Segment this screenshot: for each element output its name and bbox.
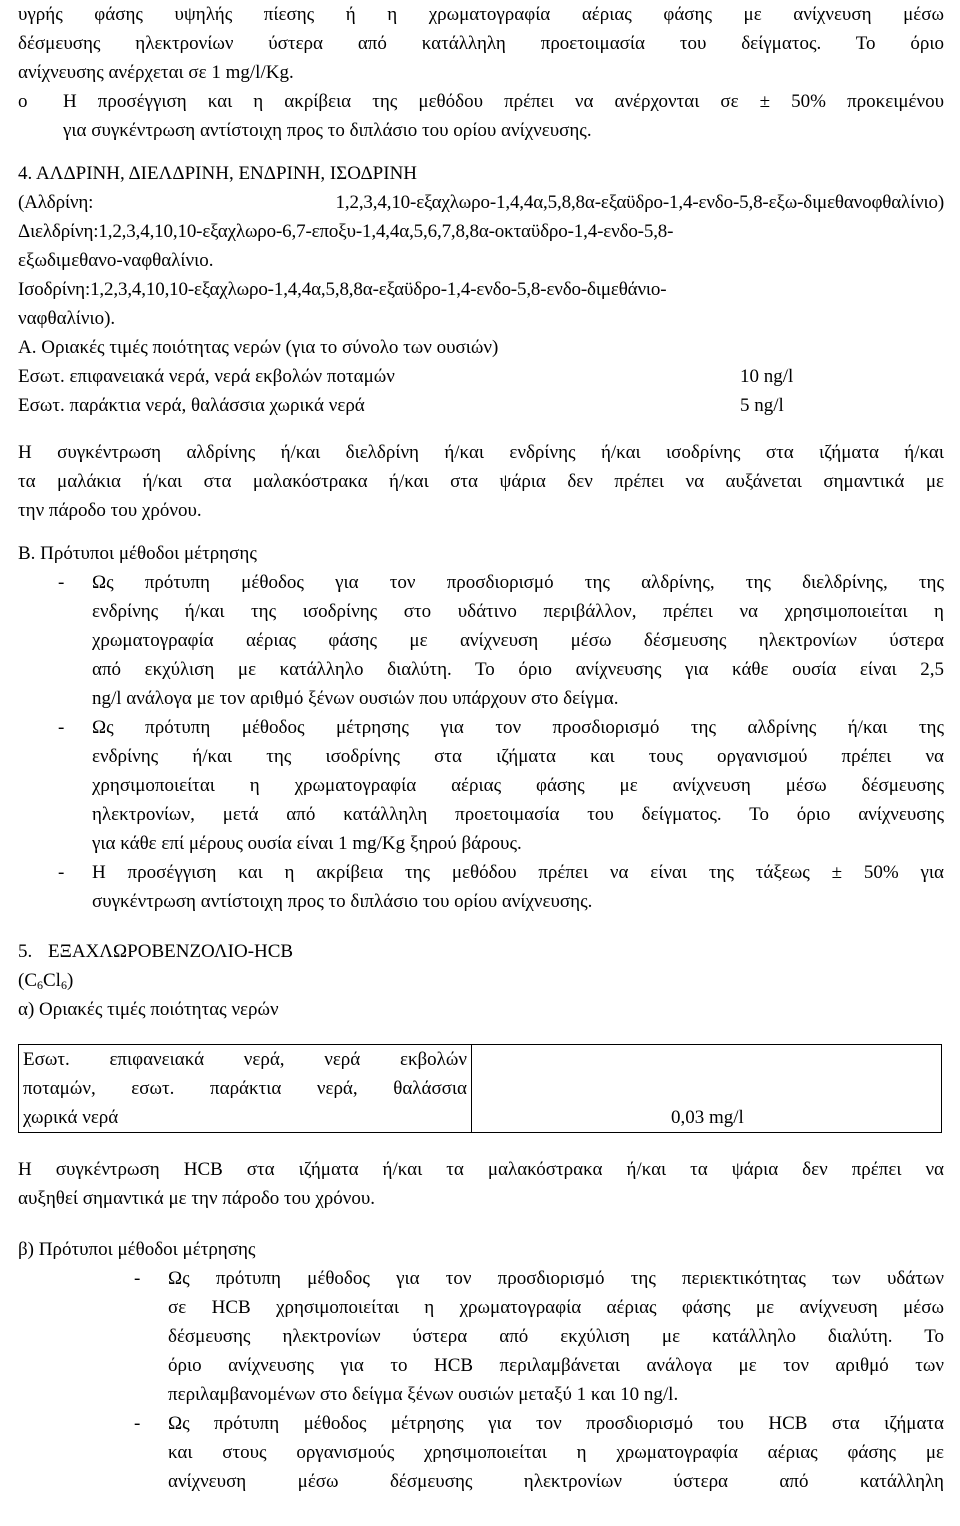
dash-marker: - — [58, 572, 65, 593]
text-line: περιλαμβανομένων στο δείγμα ξένων ουσιών μεταξύ 1 και 10 ng/l. — [168, 1384, 679, 1405]
text-line: για κάθε επί μέρους ουσία είναι 1 mg/Kg ξηρού βάρους. — [92, 833, 522, 854]
text-line: την πάροδο του χρόνου. — [18, 500, 202, 521]
text-line: υγρής φάσης υψηλής πίεσης ή η χρωματογραφία αέριας φάσης με ανίχνευση μέσω — [18, 4, 944, 25]
text-line: Η προσέγγιση και η ακρίβεια της μεθόδου πρέπει να ανέρχονται σε ± 50% προκειμένου — [63, 91, 944, 112]
section-number: 5. — [18, 941, 33, 962]
limit-label: Εσωτ. επιφανειακά νερά, νερά εκβολών ποταμών — [18, 366, 395, 387]
list-item — [18, 713, 944, 858]
text-line: ηλεκτρονίων, μετά από κατάλληλη προετοιμασία του δείγματος. Το όριο ανίχνευσης — [92, 804, 944, 825]
table-cell-label — [19, 1045, 472, 1133]
text-line: ενδρίνης ή/και της ισοδρίνης στο υδάτινο περιβάλλον, πρέπει να χρησιμοποιείται η — [92, 601, 944, 622]
chem-name-dieldrin: Διελδρίνη:1,2,3,4,10,10-εξαχλωρο-6,7-εποξυ-1,4,4α,5,6,7,8,8α-οκταϋδρο-1,4-ενδο-5,8- — [18, 221, 674, 242]
list-item — [18, 568, 944, 713]
text-line: χρωματογραφία αέριας φάσης με ανίχνευση μέσω δέσμευσης ηλεκτρονίων ύστερα — [92, 630, 944, 651]
text-line: Η συγκέντρωση HCB στα ιζήματα ή/και τα μαλακόστρακα ή/και τα ψάρια δεν πρέπει να — [18, 1159, 944, 1180]
text-line: Ως πρότυπη μέθοδος για τον προσδιορισμό της αλδρίνης, της διελδρίνης, της — [92, 572, 944, 593]
text-line: ενδρίνης ή/και της ισοδρίνης στα ιζήματα και τους οργανισμού πρέπει να — [92, 746, 944, 767]
text-line: συγκέντρωση αντίστοιχη προς το διπλάσιο του ορίου ανίχνευσης. — [92, 891, 593, 912]
text-line: ποταμών, εσωτ. παράκτια νερά, θαλάσσια — [23, 1078, 467, 1099]
chemical-formula: $(C_6Cl_6)$ — [18, 970, 74, 992]
text-line: για συγκέντρωση αντίστοιχη προς το διπλάσιο του ορίου ανίχνευσης. — [63, 120, 592, 141]
dash-marker: - — [134, 1413, 141, 1434]
text-line: ανίχνευσης ανέρχεται σε 1 mg/l/Kg. — [18, 62, 294, 83]
text-line: χωρικά νερά — [23, 1107, 119, 1128]
subsection-heading: β) Πρότυποι μέθοδοι μέτρησης — [18, 1239, 256, 1260]
text-line: Η προσέγγιση και η ακρίβεια της μεθόδου πρέπει να είναι της τάξεως ± 50% για — [92, 862, 944, 883]
text-line: Ως πρότυπη μέθοδος για τον προσδιορισμό της περιεκτικότητας των υδάτων — [168, 1268, 944, 1289]
limit-value: 5 ng/l — [740, 395, 784, 416]
dash-marker: - — [58, 862, 65, 883]
text-line: και στους οργανισμούς χρησιμοποιείται η χρωματογραφία αέριας φάσης με — [168, 1442, 944, 1463]
chem-name-dieldrin-cont: εξωδιμεθανο-ναφθαλίνιο. — [18, 250, 214, 271]
text-line: τα μαλάκια ή/και στα μαλακόστρακα ή/και στα ψάρια δεν πρέπει να αυξάνεται σημαντικά με — [18, 471, 944, 492]
subsection-heading: α) Οριακές τιμές ποιότητας νερών — [18, 999, 279, 1020]
text-line: Εσωτ. επιφανειακά νερά, νερά εκβολών — [23, 1049, 467, 1070]
text-line: όριο ανίχνευσης για το HCB περιλαμβάνεται ανάλογα με τον αριθμό των — [168, 1355, 944, 1376]
section-title: ΕΞΑΧΛΩΡΟΒΕΝΖΟΛΙΟ-HCB — [48, 941, 294, 962]
subsection-heading: Α. Οριακές τιμές ποιότητας νερών (για το σύνολο των ουσιών) — [18, 337, 499, 358]
text-line: Ως πρότυπη μέθοδος μέτρησης για τον προσδιορισμό της αλδρίνης ή/και της — [92, 717, 944, 738]
bullet-item — [18, 87, 944, 145]
section-heading: 4. ΑΛΔΡΙΝΗ, ΔΙΕΛΔΡΙΝΗ, ΕΝΔΡΙΝΗ, ΙΣΟΔΡΙΝΗ — [18, 163, 418, 184]
hcb-limit-table — [18, 1044, 942, 1133]
list-item — [18, 1264, 944, 1409]
chem-name-aldrin: (Αλδρίνη: 1,2,3,4,10-εξαχλωρο-1,4,4α,5,8,8α-εξαϋδρο-1,4-ενδο-5,8-εξω-διμεθανοφθαλίνιο) — [18, 192, 944, 213]
list-item — [18, 858, 944, 916]
text-line: σε HCB χρησιμοποιείται η χρωματογραφία αέριας φάσης με ανίχνευση μέσω — [168, 1297, 944, 1318]
text-line: δέσμευσης ηλεκτρονίων ύστερα από κατάλληλη προετοιμασία του δείγματος. Το όριο — [18, 33, 944, 54]
limit-row — [18, 391, 944, 420]
table-cell-value: 0,03 mg/l — [472, 1045, 942, 1133]
chem-name-isodrin: Ισοδρίνη:1,2,3,4,10,10-εξαχλωρο-1,4,4α,5,8,8α-εξαϋδρο-1,4-ενδο-5,8-ενδο-διμεθάνιο- — [18, 279, 667, 300]
bullet-marker: o — [18, 91, 28, 112]
chem-name-isodrin-cont: ναφθαλίνιο). — [18, 308, 116, 329]
text-line: Ως πρότυπη μέθοδος μέτρησης για τον προσδιορισμό του HCB στα ιζήματα — [168, 1413, 944, 1434]
subsection-heading: Β. Πρότυποι μέθοδοι μέτρησης — [18, 543, 257, 564]
dash-marker: - — [58, 717, 65, 738]
text-line: δέσμευσης ηλεκτρονίων ύστερα από εκχύλιση με κατάλληλο διαλύτη. Το — [168, 1326, 944, 1347]
list-item — [18, 1409, 944, 1496]
section-heading — [18, 937, 944, 966]
text-line: ng/l ανάλογα με τον αριθμό ξένων ουσιών που υπάρχουν στο δείγμα. — [92, 688, 619, 709]
limit-value: 10 ng/l — [740, 366, 794, 387]
dash-marker: - — [134, 1268, 141, 1289]
document-page — [18, 0, 944, 1496]
text-line: χρησιμοποιείται η χρωματογραφία αέριας φάσης με ανίχνευση μέσω δέσμευσης — [92, 775, 944, 796]
limit-label: Εσωτ. παράκτια νερά, θαλάσσια χωρικά νερά — [18, 395, 365, 416]
text-line: ανίχνευση μέσω δέσμευσης ηλεκτρονίων ύστερα από κατάλληλη — [168, 1471, 944, 1492]
text-line: αυξηθεί σημαντικά με την πάροδο του χρόνου. — [18, 1188, 375, 1209]
text-line: από εκχύλιση με κατάλληλο διαλύτη. Το όριο ανίχνευσης για κάθε ουσία είναι 2,5 — [92, 659, 944, 680]
text-line: Η συγκέντρωση αλδρίνης ή/και διελδρίνη ή/και ενδρίνης ή/και ισοδρίνης στα ιζήματα ή/και — [18, 442, 944, 463]
limit-row — [18, 362, 944, 391]
